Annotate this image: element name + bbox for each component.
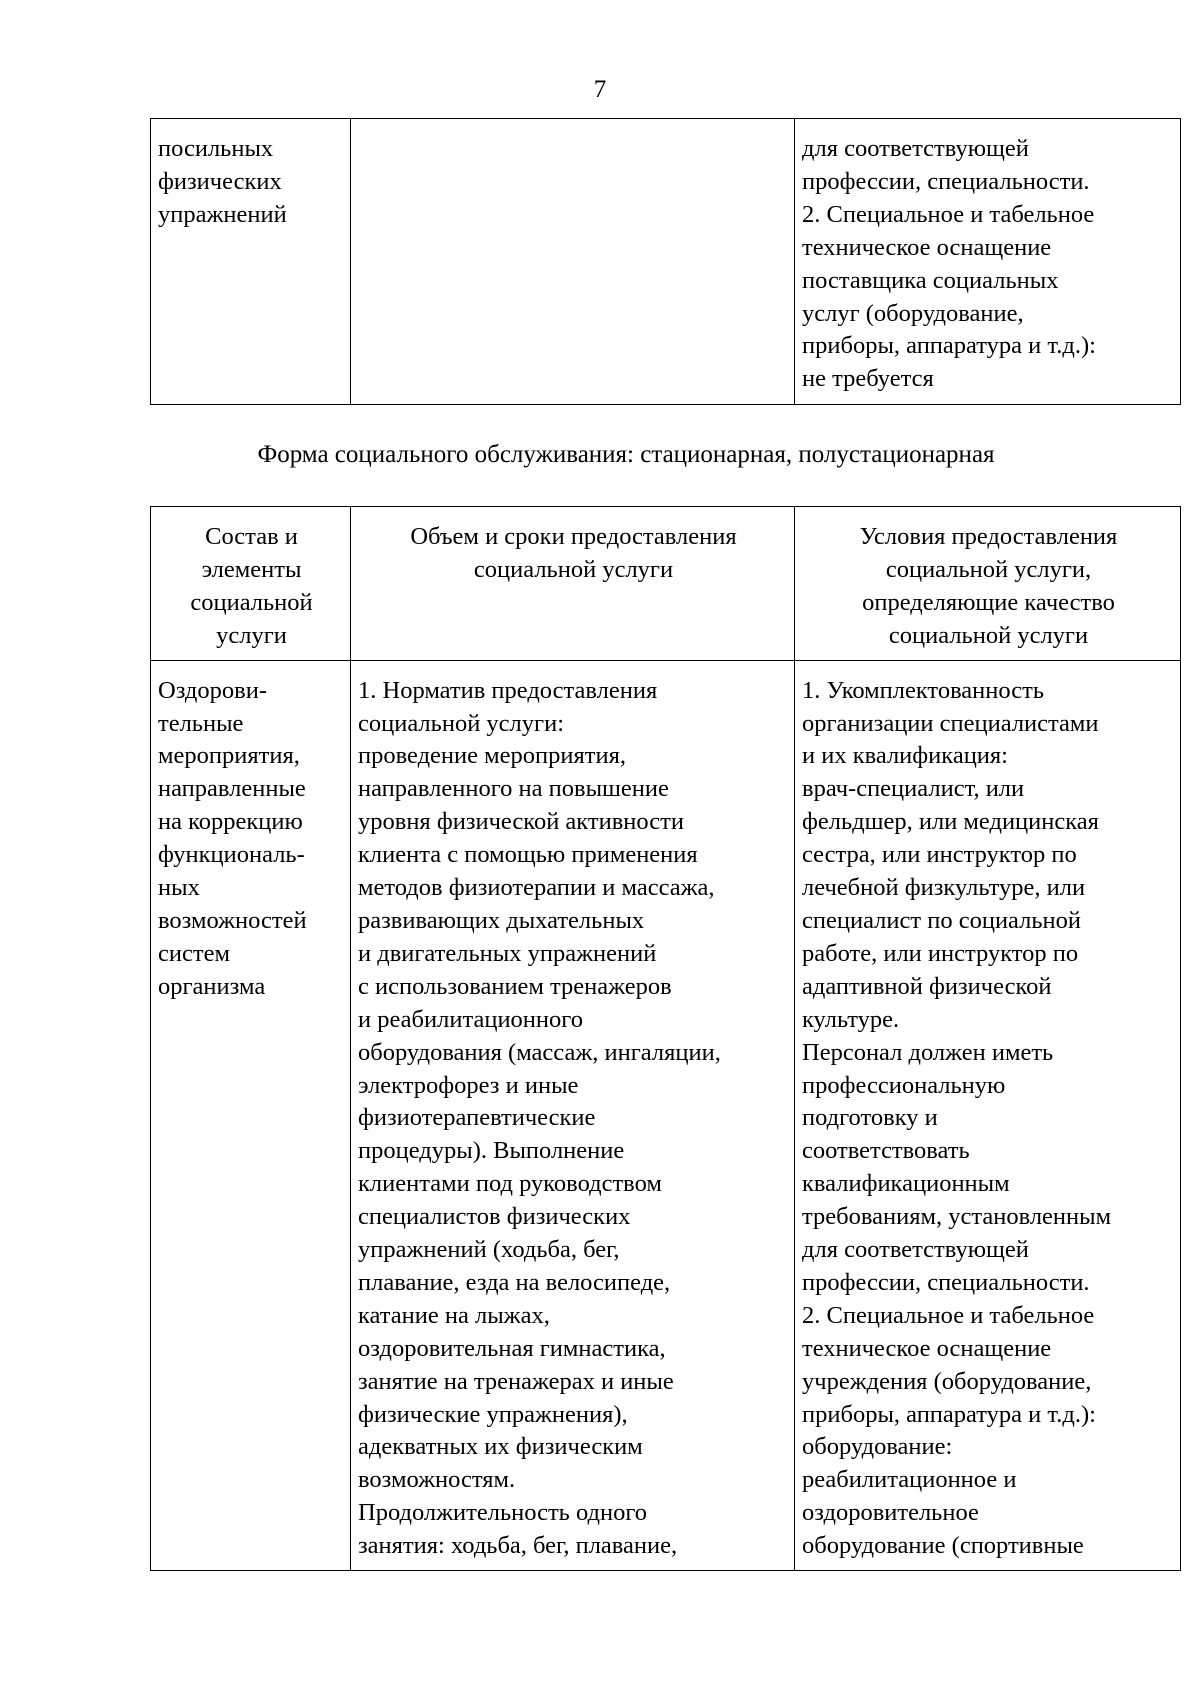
- table-row: [151, 119, 1181, 405]
- text-line: Продолжительность одного: [358, 1499, 648, 1527]
- text-line: Объем и сроки предоставления: [410, 523, 737, 550]
- text-line: Оздорови-: [158, 676, 267, 704]
- text-line: оздоровительная гимнастика,: [358, 1334, 666, 1362]
- text-line: 1. Норматив предоставления: [358, 676, 658, 704]
- cell-composition: [151, 119, 351, 405]
- text-line: методов физиотерапии и массажа,: [358, 874, 715, 902]
- text-line: определяющие качество: [862, 588, 1115, 616]
- text-line: тельные: [158, 709, 244, 737]
- text-line: Условия предоставления: [859, 523, 1118, 550]
- text-line: посильных: [158, 135, 274, 162]
- text-line: требованиям, установленным: [802, 1203, 1112, 1231]
- text-line: работе, или инструктор по: [802, 939, 1079, 967]
- text-line: занятие на тренажерах и иные: [358, 1367, 674, 1395]
- text-line: функциональ-: [158, 841, 305, 869]
- text-line: адаптивной физической: [802, 972, 1052, 1000]
- text-line: катание на лыжах,: [358, 1301, 550, 1329]
- text-line: врач-специалист, или: [802, 775, 1025, 803]
- text-line: плавание, езда на велосипеде,: [358, 1268, 671, 1296]
- text-line: ных: [158, 874, 200, 902]
- text-line: клиентами под руководством: [358, 1170, 662, 1198]
- text-line: организации специалистами: [802, 709, 1099, 737]
- text-line: поставщика социальных: [802, 266, 1059, 294]
- cell-conditions: [795, 660, 1181, 1570]
- text-line: и двигательных упражнений: [358, 939, 657, 967]
- page-number: 7: [593, 76, 607, 103]
- text-line: социальной: [190, 588, 313, 616]
- text-line: техническое оснащение: [802, 1334, 1052, 1362]
- text-line: физические упражнения),: [358, 1400, 628, 1428]
- cell-conditions: [795, 119, 1181, 405]
- text-line: социальной услуги,: [885, 555, 1092, 583]
- text-line: социальной услуги: [888, 621, 1089, 649]
- text-line: социальной услуги: [473, 555, 674, 583]
- text-line: приборы, аппаратура и т.д.):: [802, 332, 1096, 360]
- header-conditions: [795, 507, 1181, 661]
- form-caption: Форма социального обслуживания: стационарная, полустационарная: [257, 441, 995, 468]
- text-line: систем: [158, 939, 230, 967]
- text-line: соответствовать: [802, 1137, 970, 1165]
- text-line: проведение мероприятия,: [358, 742, 626, 770]
- text-line: физических: [158, 167, 282, 195]
- text-line: мероприятия,: [158, 742, 300, 770]
- text-line: 2. Специальное и табельное: [802, 1301, 1095, 1329]
- text-line: развивающих дыхательных: [358, 906, 645, 934]
- text-line: упражнений (ходьба, бег,: [358, 1236, 620, 1264]
- text-line: услуг (оборудование,: [802, 299, 1024, 327]
- text-line: для соответствующей: [802, 1236, 1029, 1264]
- text-line: электрофорез и иные: [358, 1071, 579, 1099]
- cell-volume: [351, 119, 795, 405]
- text-line: подготовку и: [802, 1104, 938, 1132]
- text-line: уровня физической активности: [358, 808, 684, 836]
- text-line: и их квалификация:: [802, 742, 1008, 770]
- text-line: процедуры). Выполнение: [358, 1137, 625, 1165]
- header-volume: [351, 507, 795, 661]
- text-line: услуги: [216, 621, 287, 649]
- text-line: и реабилитационного: [358, 1005, 583, 1033]
- text-line: оборудования (массаж, ингаляции,: [358, 1038, 721, 1066]
- text-line: оздоровительное: [802, 1499, 979, 1527]
- text-line: не требуется: [802, 365, 934, 393]
- text-line: адекватных их физическим: [358, 1433, 643, 1461]
- text-line: сестра, или инструктор по: [802, 841, 1077, 869]
- text-line: упражнений: [158, 200, 287, 228]
- text-line: для соответствующей: [802, 135, 1029, 162]
- text-line: квалификационным: [802, 1170, 1010, 1198]
- text-line: Состав и: [205, 523, 298, 550]
- text-line: культуре.: [802, 1005, 900, 1033]
- cell-volume: [351, 660, 795, 1570]
- text-line: оборудование:: [802, 1433, 953, 1461]
- text-line: специалистов физических: [358, 1203, 631, 1231]
- text-line: Персонал должен иметь: [802, 1038, 1054, 1066]
- text-line: профессии, специальности.: [802, 167, 1090, 195]
- text-line: приборы, аппаратура и т.д.):: [802, 1400, 1096, 1428]
- text-line: фельдшер, или медицинская: [802, 808, 1099, 836]
- text-line: возможностям.: [358, 1466, 516, 1494]
- table-row: [151, 660, 1181, 1570]
- text-line: на коррекцию: [158, 808, 303, 836]
- text-line: с использованием тренажеров: [358, 972, 672, 1000]
- text-line: реабилитационное и: [802, 1466, 1017, 1494]
- text-line: элементы: [201, 555, 302, 583]
- service-table: [150, 506, 1181, 1571]
- text-line: 2. Специальное и табельное: [802, 200, 1095, 228]
- text-line: 1. Укомплектованность: [802, 676, 1045, 704]
- text-line: направленные: [158, 775, 306, 803]
- text-line: лечебной физкультуре, или: [802, 874, 1086, 902]
- text-line: оборудование (спортивные: [802, 1532, 1084, 1560]
- table-header-row: [151, 507, 1181, 661]
- header-composition: [151, 507, 351, 661]
- text-line: техническое оснащение: [802, 233, 1052, 261]
- text-line: занятия: ходьба, бег, плавание,: [358, 1532, 678, 1560]
- text-line: учреждения (оборудование,: [802, 1367, 1092, 1395]
- text-line: организма: [158, 972, 266, 1000]
- cell-composition: [151, 660, 351, 1570]
- text-line: специалист по социальной: [802, 906, 1082, 934]
- text-line: социальной услуги:: [358, 709, 565, 737]
- text-line: профессии, специальности.: [802, 1268, 1090, 1296]
- text-line: профессиональную: [802, 1071, 1006, 1099]
- text-line: направленного на повышение: [358, 775, 669, 803]
- text-line: клиента с помощью применения: [358, 841, 698, 869]
- text-line: возможностей: [158, 906, 307, 934]
- continued-table: [150, 118, 1181, 405]
- text-line: физиотерапевтические: [358, 1104, 596, 1132]
